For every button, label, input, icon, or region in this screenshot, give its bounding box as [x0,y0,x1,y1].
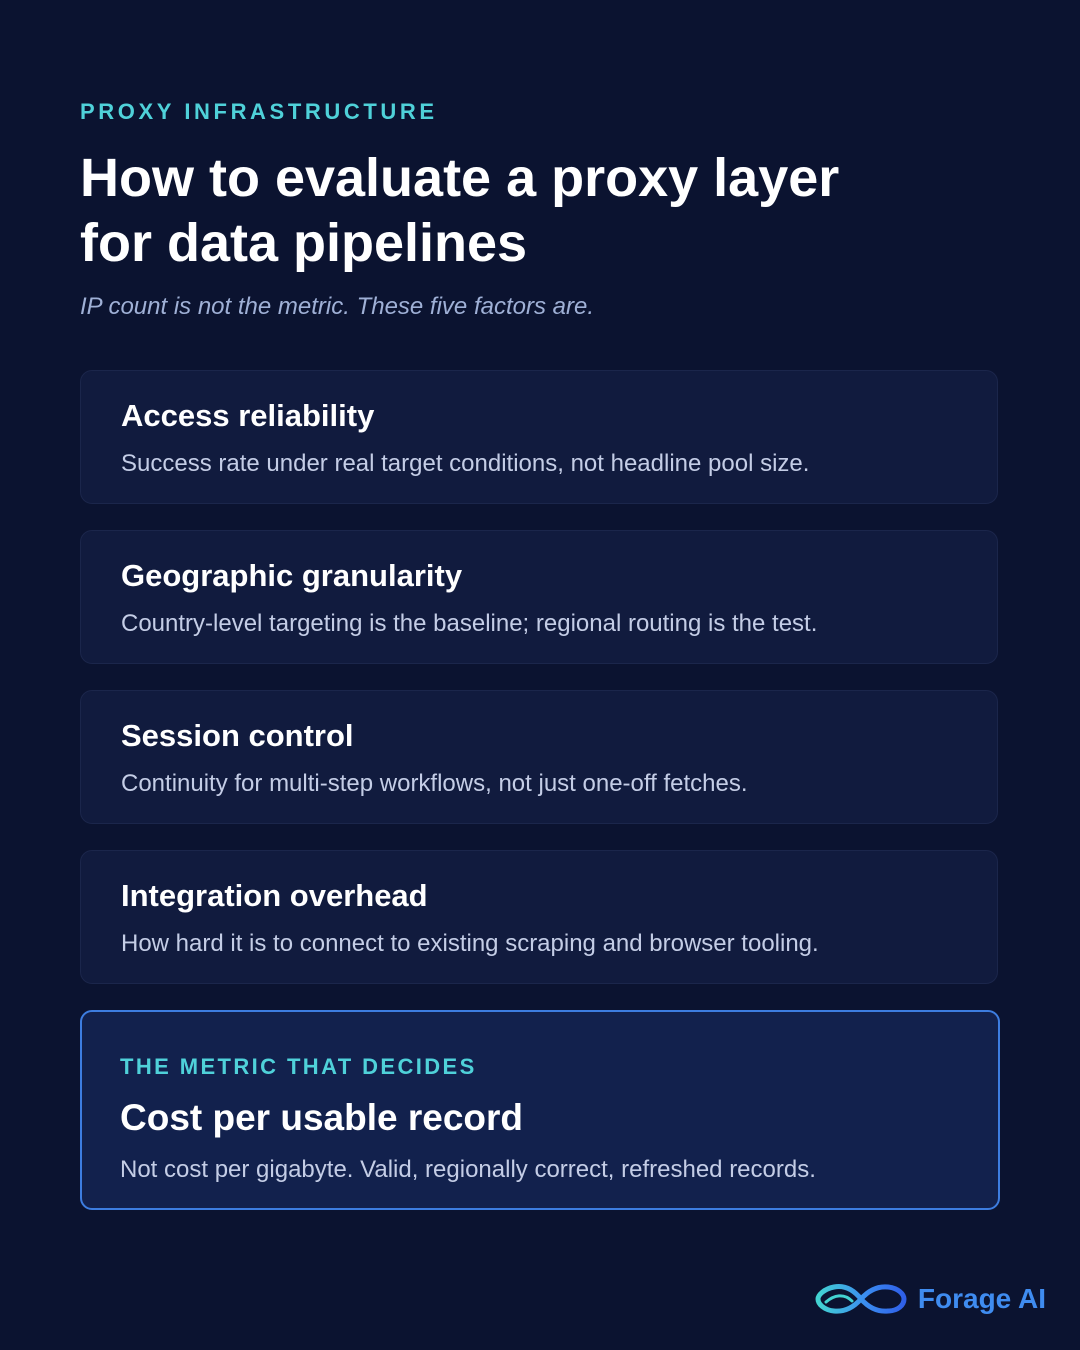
factor-description: Success rate under real target conditions, not headline pool size. [121,450,810,477]
brand-name: Forage AI [917,1283,1046,1314]
factor-title: Geographic granularity [121,558,463,593]
factor-title: Session control [121,718,354,753]
highlight-card [80,1010,1000,1210]
factor-card [80,690,998,824]
infinity-icon [812,1281,910,1317]
subtitle: IP count is not the metric. These five factors are. [80,293,594,320]
factor-title: Access reliability [121,398,375,433]
highlight-eyebrow: THE METRIC THAT DECIDES [120,1054,477,1079]
factor-description: Continuity for multi-step workflows, not just one-off fetches. [121,770,748,797]
factor-description: How hard it is to connect to existing scraping and browser tooling. [121,930,819,957]
brand-logo [812,1278,1046,1320]
factor-title: Integration overhead [121,878,428,913]
factor-description: Country-level targeting is the baseline; regional routing is the test. [121,610,818,637]
highlight-title: Cost per usable record [120,1097,524,1138]
highlight-description: Not cost per gigabyte. Valid, regionally correct, refreshed records. [120,1156,816,1183]
factor-card [80,370,998,504]
eyebrow: PROXY INFRASTRUCTURE [80,99,438,124]
page-title: How to evaluate a proxy layer for data pipelines [80,148,840,273]
factor-card [80,850,998,984]
factor-card [80,530,998,664]
